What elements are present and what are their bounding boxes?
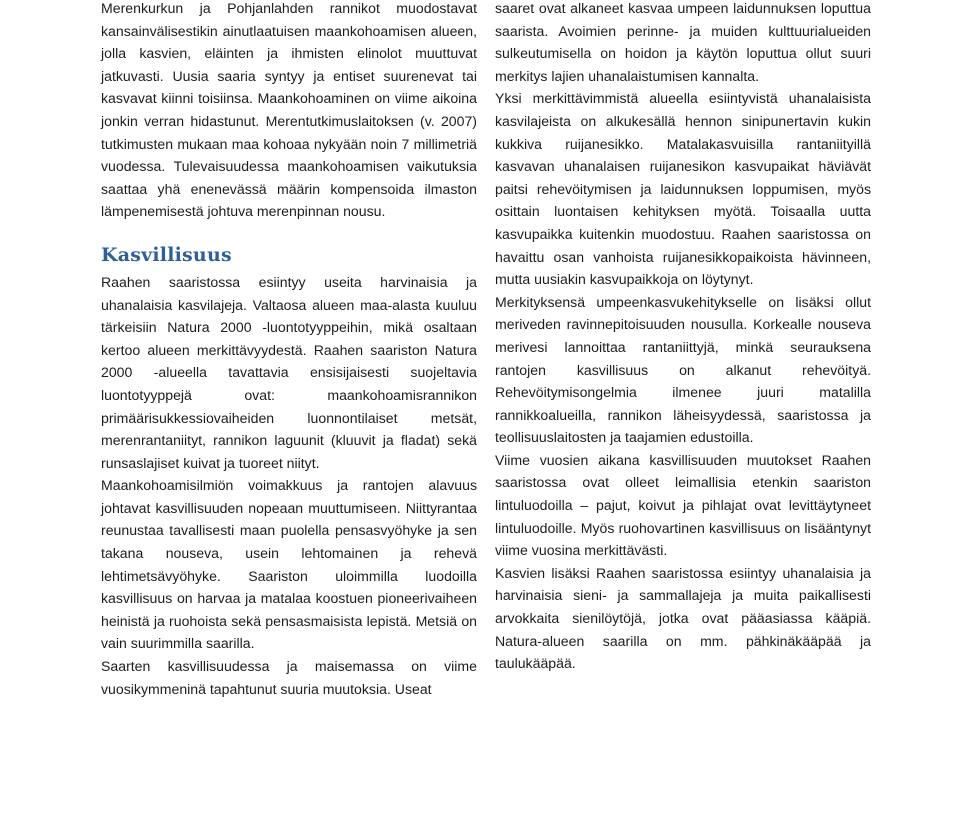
right-paragraph-4: Viime vuosien aikana kasvillisuuden muutokset Raahen saaristossa ovat olleet leimallisia etenkin saariston lintuluodoilla – pajut, koivut ja pihlajat ovat levittäytyneet lintuluodoille. Myös ruohovartinen kasvillisuus on lisääntynyt viime vuosina merkittävästi. (495, 451, 871, 559)
right-paragraph-2: Yksi merkittävimmistä alueella esiintyvistä uhanalaisista kasvilajeista on alkukesällä hennon sinipunertavin kukin kukkiva ruijanesikko. Matalakasvuisilla rantaniityillä kasvavan uhanalaisen ruijanesikon kasvupaikat häviävät paitsi rehevöitymisen ja laidunnuksen loppumisen, myös osittain luontaisen kehityksen myötä. Toisaalla uutta kasvupaikka kuitenkin muodostuu. Raahen saaristossa on havaittu osan vanhoista ruijanesikkopaikoista hävinneen, mutta uusiakin kasvupaikkoja on löytynyt. (495, 90, 871, 288)
right-column (495, 0, 871, 675)
right-paragraph-3: Merkityksensä umpeenkasvukehitykselle on lisäksi ollut meriveden ravinnepitoisuuden nousulla. Korkealle nouseva merivesi lannoittaa rantaniittyjä, minkä seurauksena rantojen kasvillisuus on alkanut rehevöityä. Rehevöitymisongelmia ilmenee juuri matalilla rannikkoalueilla, rannikon läheisyydessä, saaristossa ja teollisuuslaitosten ja taajamien edustoilla. (495, 293, 871, 446)
kasvillisuus-paragraph-1: Raahen saaristossa esiintyy useita harvinaisia ja uhanalaisia kasvilajeja. Valtaosa alueen maa-alasta kuuluu tärkeisiin Natura 2000 -luontotyyppeihin, mikä osaltaan kertoo alueen merkittävyydestä. Raahen saariston Natura 2000 -alueella tavattavia ensisijaisesti suojeltavia luontotyyppejä ovat: maankohoamisrannikon primäärisukkessiovaiheiden luonnontilaiset metsät, merenrantaniityt, rannikon laguunit (kluuvit ja fladat) sekä runsaslajiset kuivat ja tuoreet niityt. (101, 273, 477, 471)
right-paragraph-1: saaret ovat alkaneet kasvaa umpeen laidunnuksen loputtua saarista. Avoimien perinne- ja muiden kulttuurialueiden sulkeutumisella on hoidon ja käytön loputtua ollut suuri merkitys lajien uhanalaistumisen kannalta. (495, 0, 871, 84)
kasvillisuus-paragraph-3: Saarten kasvillisuudessa ja maisemassa on viime vuosikymmeninä tapahtunut suuria muutoksia. Useat (101, 658, 477, 697)
section-heading-kasvillisuus: Kasvillisuus (101, 243, 232, 266)
right-paragraph-5: Kasvien lisäksi Raahen saaristossa esiintyy uhanalaisia ja harvinaisia sieni- ja sammallajeja ja muita paikallisesti arvokkaita sienilöytöjä, jotka ovat pääasiassa kääpiä. Natura-alueen saarilla on mm. pähkinäkääpää ja taulukääpää. (495, 564, 871, 672)
kasvillisuus-paragraph-2: Maankohoamisilmiön voimakkuus ja rantojen alavuus johtavat kasvillisuuden nopeaan muuttumiseen. Niittyrantaa reunustaa tavallisesti maan puolella pensasvyöhyke ja sen takana nouseva, usein lehtomainen ja rehevä lehtimetsävyöhyke. Saariston uloimmilla luodoilla kasvillisuus on harvaa ja matalaa koostuen pioneerivaiheen heinistä ja ruohoista sekä pensasmaisista lepistä. Metsiä on vain suurimmilla saarilla. (101, 477, 477, 652)
intro-paragraph: Merenkurkun ja Pohjanlahden rannikot muodostavat kansainvälisestikin ainutlaatuisen maankohoamisen alueen, jolla kasvien, eläinten ja ihmisten elinolot muuttuvat jatkuvasti. Uusia saaria syntyy ja entiset suurenevat tai kasvavat kiinni toisiinsa. Maankohoaminen on viime aikoina jonkin verran hidastunut. Merentutkimuslaitoksen (v. 2007) tutkimusten mukaan maa kohoaa nykyään noin 7 millimetriä vuodessa. Tulevaisuudessa maankohoamisen vaikutuksia saattaa yhä enenevässä määrin kompensoida ilmaston lämpenemisestä johtuva merenpinnan nousu. (101, 0, 477, 220)
left-column (101, 0, 477, 700)
